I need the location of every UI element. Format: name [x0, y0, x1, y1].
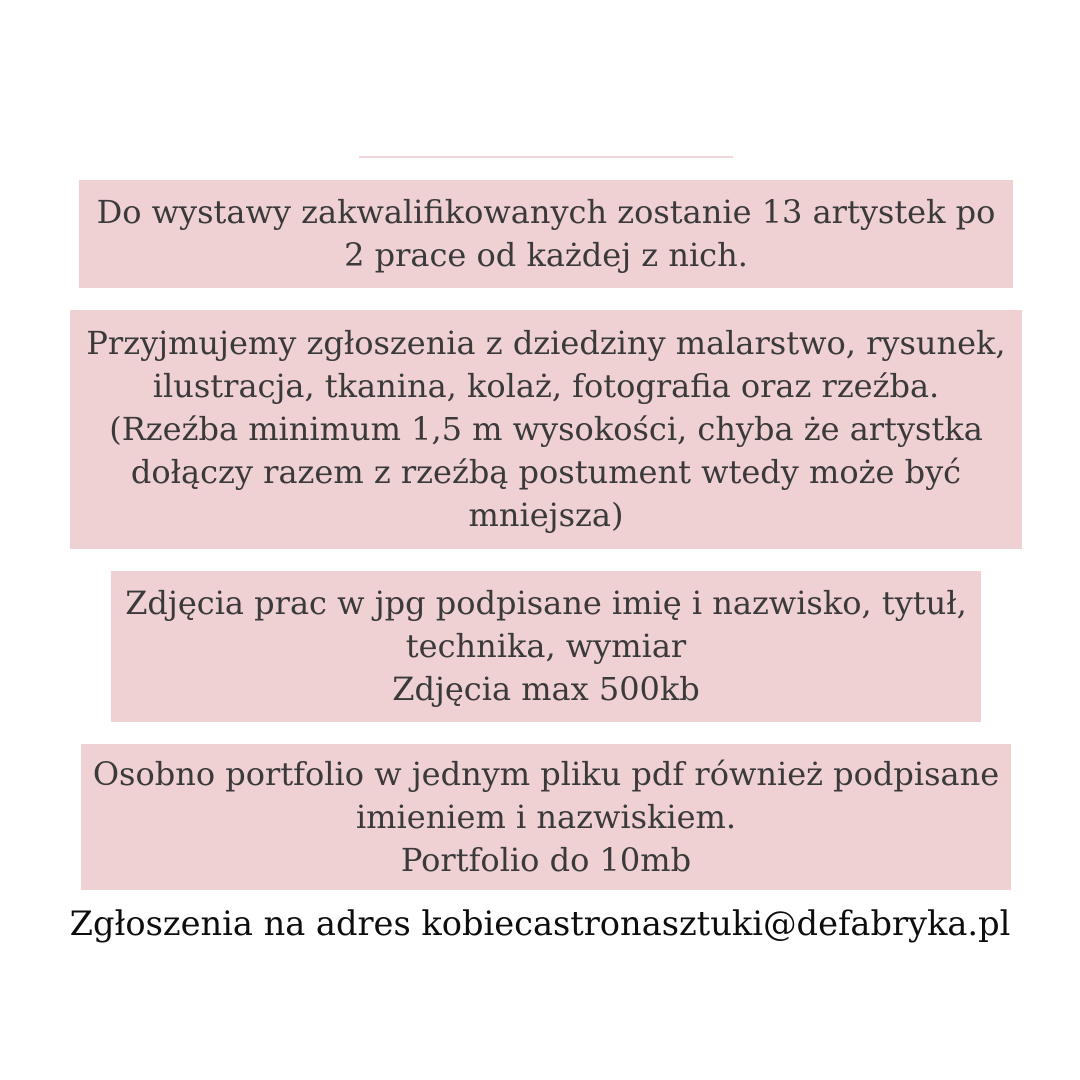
info-block-photos: [111, 571, 981, 722]
info-block-exhibition: [79, 180, 1013, 288]
top-divider: [359, 156, 733, 158]
info-line: Do wystawy zakwalifikowanych zostanie 13 artystek po: [96, 193, 996, 231]
info-line: Przyjmujemy zgłoszenia z dziedziny malarstwo, rysunek,: [86, 324, 1006, 362]
submission-address: Zgłoszenia na adres kobiecastronasztuki@defabryka.pl: [69, 904, 1011, 943]
info-line: technika, wymiar: [405, 627, 687, 665]
info-line: Portfolio do 10mb: [400, 840, 692, 879]
info-line: 2 prace od każdej z nich.: [344, 236, 748, 274]
info-line: imieniem i nazwiskiem.: [355, 797, 737, 836]
info-line: Zdjęcia max 500kb: [392, 670, 700, 708]
info-line: Osobno portfolio w jednym pliku pdf również podpisane: [92, 754, 1000, 793]
info-line: (Rzeźba minimum 1,5 m wysokości, chyba że artystka: [109, 410, 983, 448]
info-block-disciplines: [70, 310, 1022, 549]
info-block-portfolio: [81, 744, 1011, 890]
info-line: Zdjęcia prac w jpg podpisane imię i nazwisko, tytuł,: [125, 584, 967, 622]
info-line: dołączy razem z rzeźbą postument wtedy może być: [130, 453, 962, 491]
info-line: ilustracja, tkanina, kolaż, fotografia oraz rzeźba.: [152, 367, 940, 405]
info-line: mniejsza): [468, 496, 624, 534]
